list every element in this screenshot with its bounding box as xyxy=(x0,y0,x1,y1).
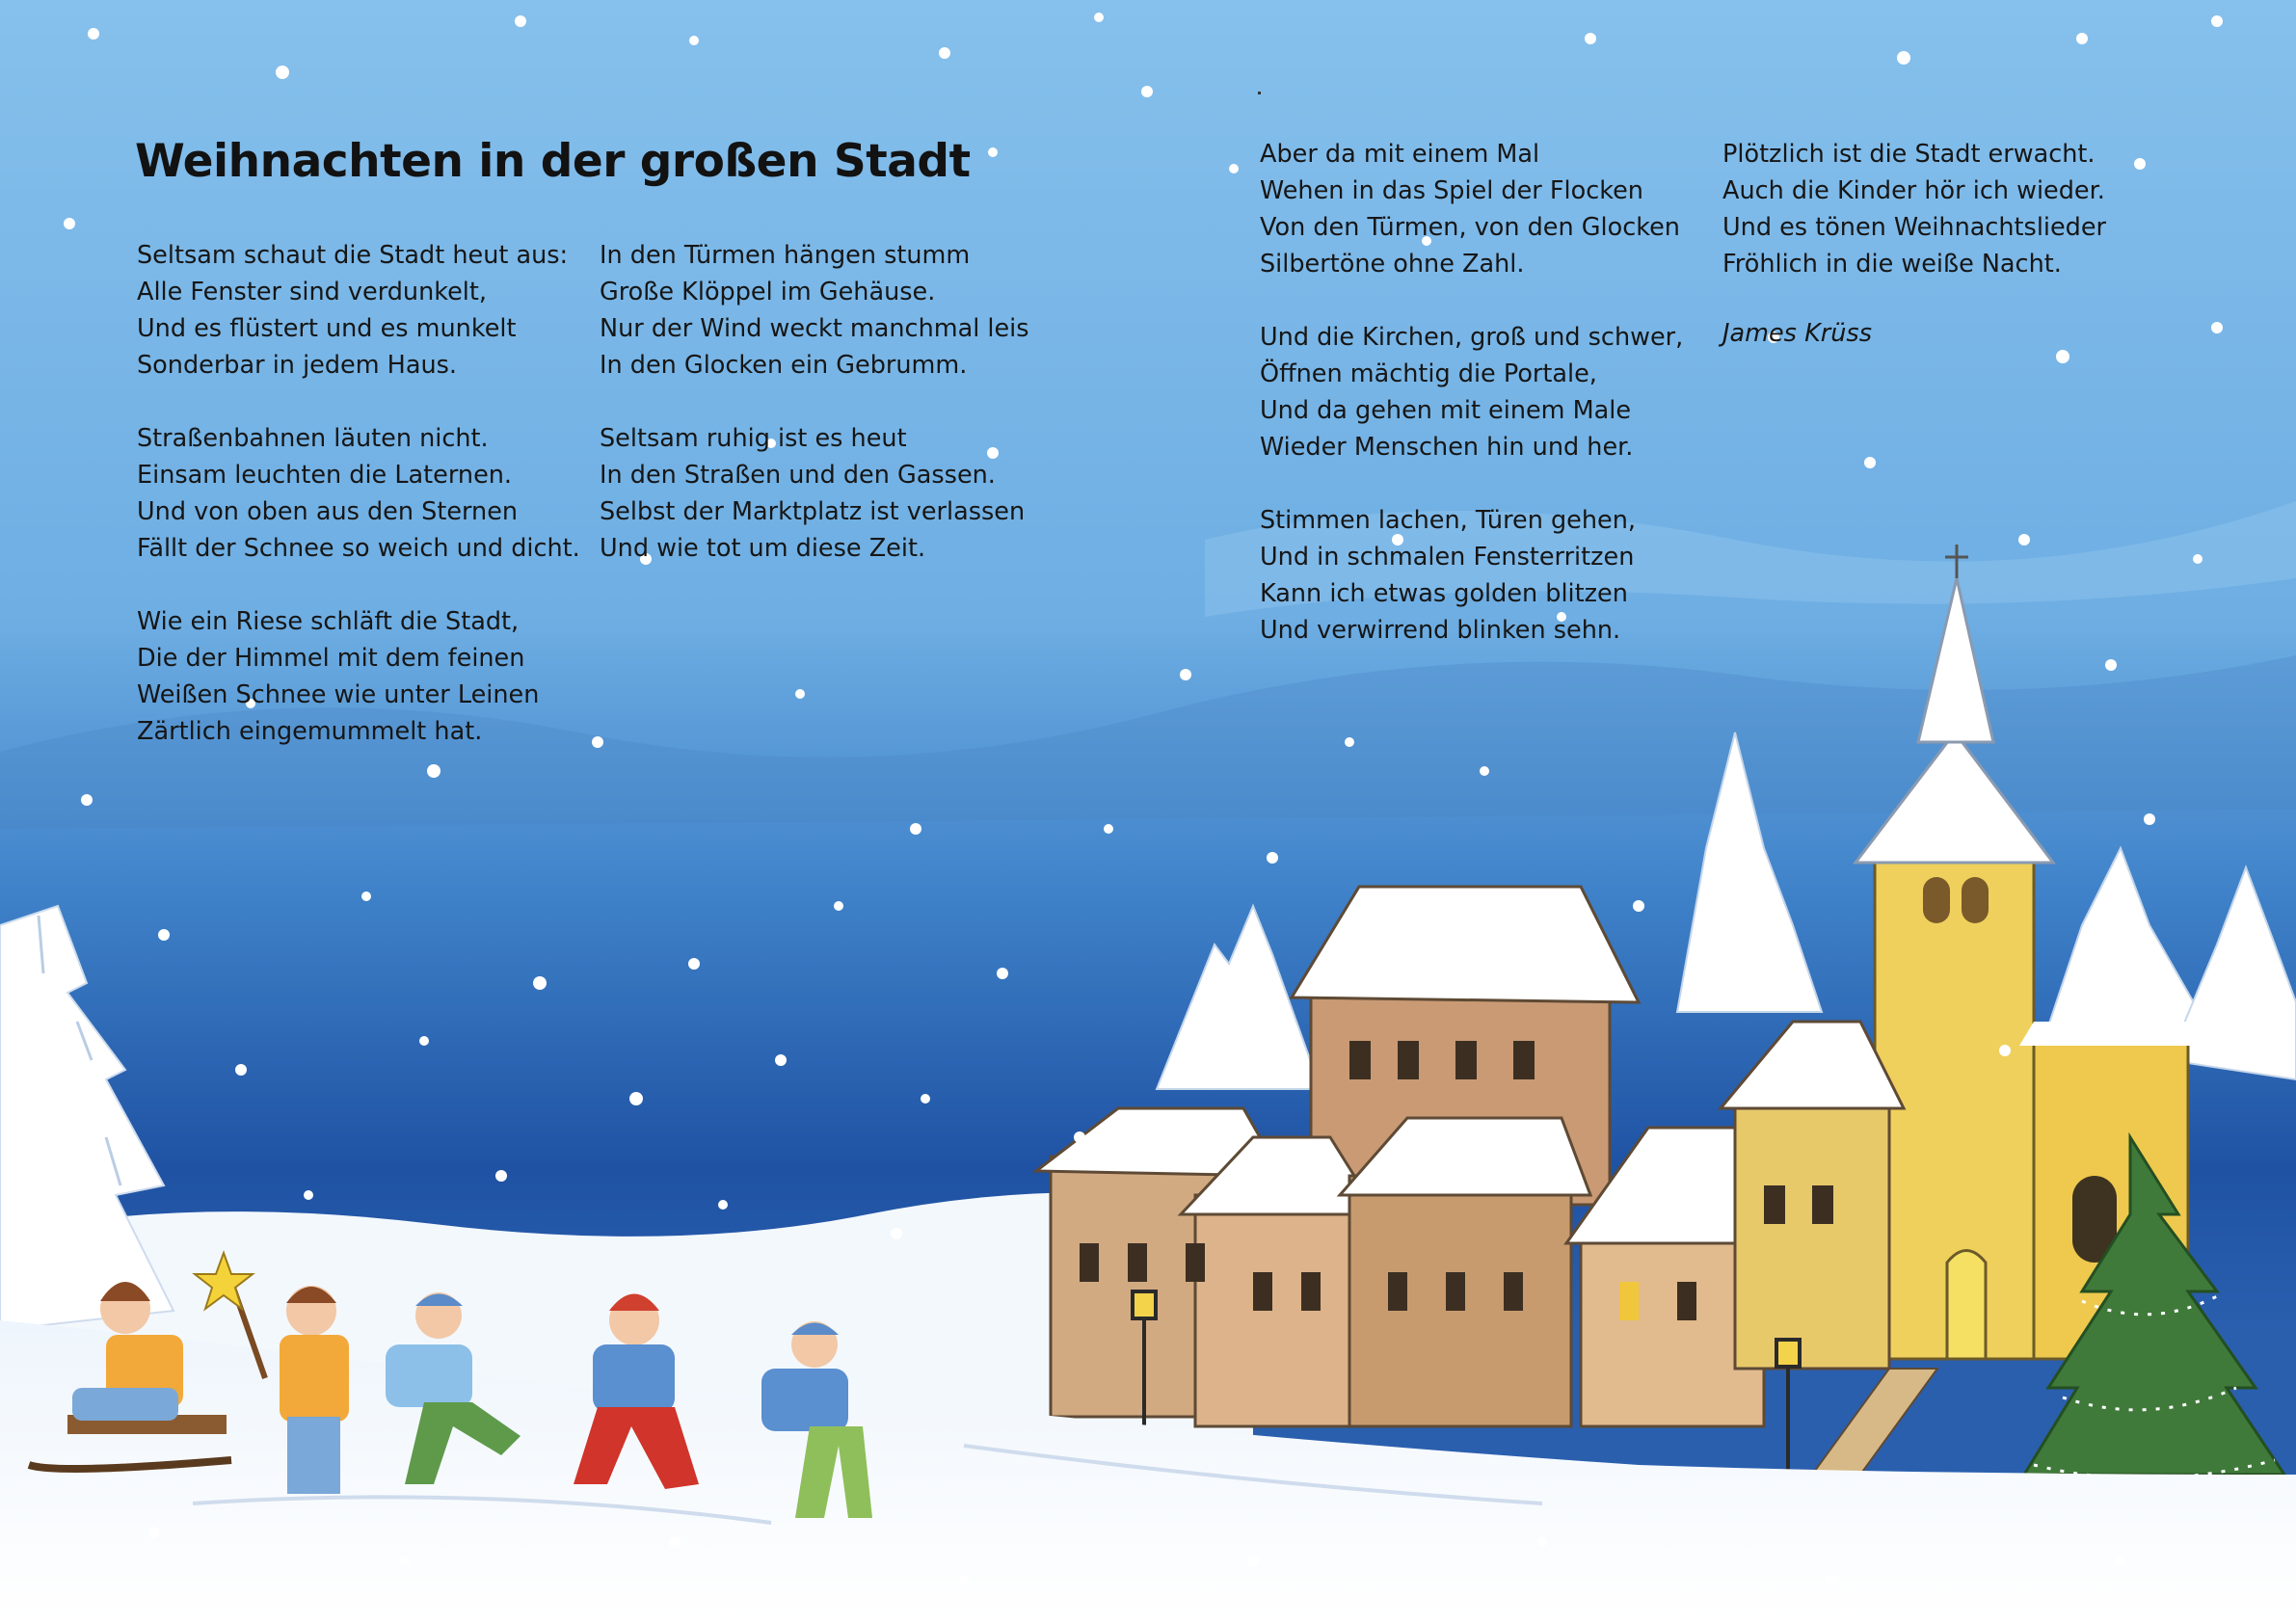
poem-stanza xyxy=(1260,319,1722,466)
poem-line: Und wie tot um diese Zeit. xyxy=(600,534,926,563)
poem-stanza xyxy=(600,237,1062,384)
poem-line: Nur der Wind weckt manchmal leis xyxy=(600,314,1029,343)
poem-column-1 xyxy=(137,237,600,786)
poem-line: Und es tönen Weihnachtslieder xyxy=(1722,213,2107,242)
poem-stanza xyxy=(1260,136,1722,282)
poem-stanza xyxy=(137,420,600,567)
poem-stanza xyxy=(137,237,600,384)
poem-line: Wieder Menschen hin und her. xyxy=(1260,433,1634,462)
poem-line: Große Klöppel im Gehäuse. xyxy=(600,278,936,306)
poem-stanza xyxy=(1260,502,1722,649)
ink-speck xyxy=(1258,92,1261,94)
poem-line: Stimmen lachen, Türen gehen, xyxy=(1260,506,1636,535)
poem-line: Wie ein Riese schläft die Stadt, xyxy=(137,607,520,636)
poem-line: In den Straßen und den Gassen. xyxy=(600,461,996,490)
poem-column-4 xyxy=(1722,136,2185,319)
poem-line: Aber da mit einem Mal xyxy=(1260,140,1540,169)
poem-line: In den Glocken ein Gebrumm. xyxy=(600,351,968,380)
poem-line: Zärtlich eingemummelt hat. xyxy=(137,717,483,746)
poem-stanza xyxy=(600,420,1062,567)
poem-line: Seltsam ruhig ist es heut xyxy=(600,424,907,453)
poem-line: Selbst der Marktplatz ist verlassen xyxy=(600,497,1026,526)
poem-line: Auch die Kinder hör ich wieder. xyxy=(1722,176,2105,205)
poem-line: Die der Himmel mit dem feinen xyxy=(137,644,525,673)
poem-line: Und es flüstert und es munkelt xyxy=(137,314,517,343)
poem-line: Straßenbahnen läuten nicht. xyxy=(137,424,489,453)
poem-line: Silbertöne ohne Zahl. xyxy=(1260,250,1525,279)
poem-stanza xyxy=(137,603,600,750)
poem-title: Weihnachten in der großen Stadt xyxy=(135,135,971,188)
poem-line: Alle Fenster sind verdunkelt, xyxy=(137,278,487,306)
poem-line: Kann ich etwas golden blitzen xyxy=(1260,579,1628,608)
poem-line: Und von oben aus den Sternen xyxy=(137,497,519,526)
poem-line: Öffnen mächtig die Portale, xyxy=(1260,359,1597,388)
poem-author: James Krüss xyxy=(1722,319,1873,348)
poem-line: In den Türmen hängen stumm xyxy=(600,241,971,270)
poem-column-2 xyxy=(600,237,1062,603)
poem-line: Fröhlich in die weiße Nacht. xyxy=(1722,250,2062,279)
poem-line: Sonderbar in jedem Haus. xyxy=(137,351,458,380)
poem-line: Und da gehen mit einem Male xyxy=(1260,396,1632,425)
poem-line: Und die Kirchen, groß und schwer, xyxy=(1260,323,1684,352)
poem-line: Fällt der Schnee so weich und dicht. xyxy=(137,534,580,563)
poem-line: Von den Türmen, von den Glocken xyxy=(1260,213,1680,242)
poem-line: Plötzlich ist die Stadt erwacht. xyxy=(1722,140,2096,169)
poem-line: Und in schmalen Fensterritzen xyxy=(1260,543,1635,572)
poem-line: Weißen Schnee wie unter Leinen xyxy=(137,680,540,709)
poem-line: Wehen in das Spiel der Flocken xyxy=(1260,176,1643,205)
poem-stanza xyxy=(1722,136,2185,282)
poem-line: Einsam leuchten die Laternen. xyxy=(137,461,513,490)
poem-line: Und verwirrend blinken sehn. xyxy=(1260,616,1621,645)
poem-column-3 xyxy=(1260,136,1722,685)
poem-line: Seltsam schaut die Stadt heut aus: xyxy=(137,241,569,270)
